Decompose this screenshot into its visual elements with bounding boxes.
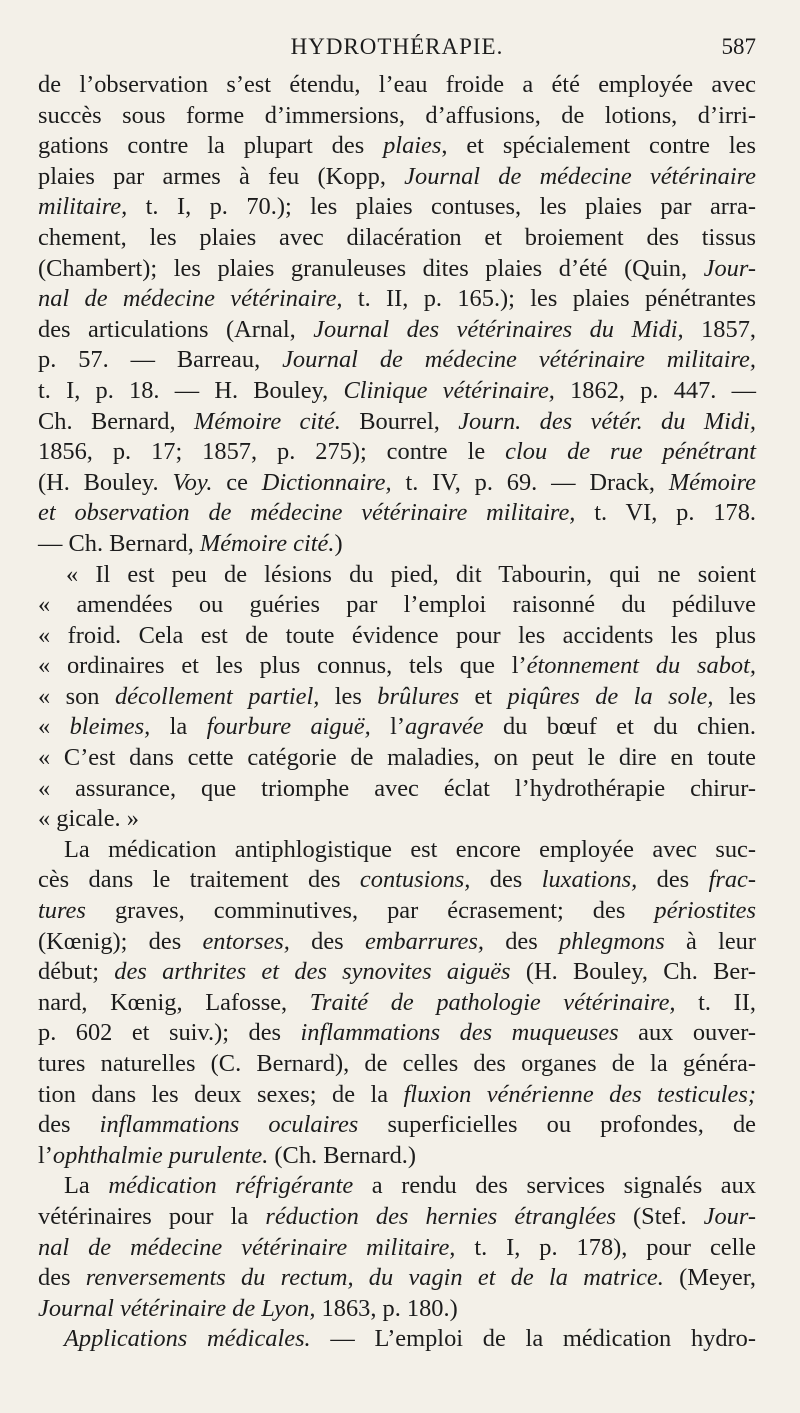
text-line — [38, 1049, 756, 1080]
italic-text: plaies — [383, 132, 442, 160]
italic-text: agravée — [405, 713, 484, 741]
italic-text: Journal vétérinaire de Lyon, — [38, 1294, 316, 1322]
italic-text: médication réfrigérante — [108, 1172, 354, 1200]
italic-text: phlegmons — [559, 927, 665, 955]
text-run: a rendu des services signalés aux — [353, 1172, 757, 1200]
italic-text: inflammations des muqueuses — [300, 1019, 619, 1047]
text-run: début; — [38, 958, 115, 986]
text-run: « gicale. » — [38, 805, 139, 833]
text-run: (H. Bouley. — [38, 468, 173, 496]
text-run: aux ouver- — [618, 1019, 756, 1047]
text-line — [38, 529, 756, 560]
text-line — [38, 1324, 756, 1355]
text-run: (Kœnig); des — [38, 927, 203, 955]
text-run: La médication antiphlogistique est encore employée avec suc- — [64, 835, 756, 863]
text-run: tures naturelles (C. Bernard), de celles des organes de la généra- — [38, 1050, 756, 1077]
text-run: succès sous forme d’immersions, d’affusions, de lotions, d’irri- — [38, 101, 756, 129]
text-run: (Meyer, — [663, 1264, 756, 1292]
text-run: t. II, — [675, 988, 756, 1016]
text-line — [38, 774, 756, 805]
text-line — [38, 284, 756, 315]
text-run: les — [319, 682, 378, 710]
italic-text: Mémoire — [668, 468, 756, 496]
italic-text: Applications médicales. — [64, 1325, 311, 1353]
text-line — [38, 315, 756, 346]
text-run: t. IV, p. 69. — Drack, — [391, 468, 669, 496]
italic-text: Clinique vétérinaire, — [343, 376, 555, 404]
italic-text: clou de rue pénétrant — [505, 438, 756, 466]
text-run: (Chambert); les plaies granuleuses dites plaies d’été (Quin, — [38, 254, 704, 282]
text-run: t. I, p. 70.); les plaies contuses, les plaies par arra- — [127, 193, 756, 221]
text-line — [38, 1294, 756, 1325]
italic-text: Traité de pathologie vétérinaire, — [309, 988, 676, 1016]
italic-text: entorses, — [202, 927, 290, 955]
text-run: — Ch. Bernard, — [38, 529, 200, 557]
text-line — [38, 621, 756, 652]
italic-text: frac- — [708, 866, 756, 894]
text-line — [38, 1018, 756, 1049]
italic-text: et observation de médecine vétérinaire militaire, — [38, 499, 576, 527]
text-run: l’ — [370, 713, 406, 741]
italic-text: Journ. des vétér. du Midi, — [458, 407, 756, 435]
text-line — [38, 192, 756, 223]
text-run: et — [459, 682, 508, 710]
text-line — [38, 223, 756, 254]
italic-text: décollement partiel, — [114, 682, 320, 710]
text-run: « froid. Cela est de toute évidence pour les accidents les plus — [38, 621, 756, 649]
italic-text: luxations, — [541, 866, 638, 894]
text-run: 1863, p. 180.) — [315, 1294, 458, 1322]
text-run: plaies par armes à feu (Kopp, — [38, 162, 405, 190]
text-run: p. 57. — Barreau, — [38, 346, 283, 374]
italic-text: Mémoire cité. — [194, 407, 341, 435]
text-run: des — [483, 927, 560, 955]
text-line — [38, 407, 756, 438]
italic-text: fluxion vénérienne des testicules; — [403, 1080, 756, 1108]
text-line — [38, 162, 756, 193]
text-run: de l’observation s’est étendu, l’eau froide a été employée avec — [38, 71, 756, 98]
italic-text: Voy. — [172, 468, 213, 496]
italic-text: Dictionnaire, — [261, 468, 392, 496]
text-line — [38, 1171, 756, 1202]
text-run: gations contre la plupart des — [38, 132, 384, 160]
italic-text: étonnement du sabot, — [526, 652, 757, 680]
italic-text: Jour- — [703, 1202, 756, 1230]
text-run: « Il est peu de lésions du pied, dit Tabourin, qui ne soient — [66, 560, 756, 588]
text-run: vétérinaires pour la — [38, 1202, 266, 1230]
text-run: nard, Kœnig, Lafosse, — [38, 988, 310, 1016]
text-line — [38, 70, 756, 101]
text-run: graves, comminutives, par écrasement; des — [85, 897, 655, 925]
text-run: « son — [38, 682, 115, 710]
italic-text: contusions, — [359, 866, 471, 894]
text-run: 1856, p. 17; 1857, p. 275); contre le — [38, 438, 506, 466]
body-text — [38, 70, 756, 1355]
text-run: superficielles ou profondes, de — [358, 1111, 756, 1139]
text-line — [38, 988, 756, 1019]
running-head — [38, 28, 756, 70]
text-line — [38, 804, 756, 835]
italic-text: fourbure aiguë, — [206, 713, 371, 741]
text-run: (H. Bouley, Ch. Ber- — [510, 958, 757, 986]
italic-text: tures — [38, 897, 86, 925]
italic-text: bleimes, — [69, 713, 151, 741]
text-line — [38, 957, 756, 988]
text-line — [38, 498, 756, 529]
text-line — [38, 712, 756, 743]
text-line — [38, 682, 756, 713]
text-run: des — [38, 1264, 86, 1292]
text-line — [38, 590, 756, 621]
text-run: la — [150, 713, 207, 741]
italic-text: Mémoire cité. — [199, 529, 335, 557]
italic-text: ophthalmie purulente. — [52, 1141, 269, 1169]
italic-text: réduction des hernies étranglées — [265, 1202, 616, 1230]
text-run: Ch. Bernard, — [38, 407, 194, 435]
italic-text: piqûres de la sole, — [507, 682, 714, 710]
text-run: 1862, p. 447. — — [554, 376, 756, 404]
text-run: 1857, — [683, 315, 756, 343]
italic-text: Journal de médecine vétérinaire militaire, — [282, 346, 756, 374]
text-run: — L’emploi de la médication hydro- — [310, 1325, 757, 1353]
italic-text: inflammations oculaires — [99, 1111, 359, 1139]
italic-text: Journal de médecine vétérinaire — [404, 162, 757, 190]
text-line — [38, 1141, 756, 1172]
text-run: La — [64, 1172, 109, 1200]
italic-text: renversements du rectum, du vagin et de la matrice. — [85, 1264, 664, 1292]
text-line — [38, 835, 756, 866]
text-run: Bourrel, — [340, 407, 459, 435]
text-run: l’ — [38, 1141, 53, 1169]
text-run: (Stef. — [615, 1202, 704, 1230]
text-run: à leur — [664, 927, 756, 955]
text-line — [38, 1263, 756, 1294]
text-line — [38, 254, 756, 285]
text-line — [38, 743, 756, 774]
italic-text: des arthrites et des synovites aiguës — [114, 958, 511, 986]
text-line — [38, 468, 756, 499]
text-run: des articulations (Arnal, — [38, 315, 314, 343]
text-line — [38, 1233, 756, 1264]
italic-text: embarrures, — [364, 927, 484, 955]
text-line — [38, 345, 756, 376]
text-run: t. VI, p. 178. — [575, 499, 756, 527]
page-number: 587 — [721, 34, 756, 59]
text-run: « amendées ou guéries par l’emploi raisonné du pédiluve — [38, 591, 756, 619]
text-run: les — [713, 682, 756, 710]
text-run: des — [470, 866, 542, 894]
text-line — [38, 927, 756, 958]
italic-text: périostites — [654, 897, 756, 925]
text-line — [38, 865, 756, 896]
text-line — [38, 1080, 756, 1111]
text-run: « — [38, 713, 70, 741]
text-run: cès dans le traitement des — [38, 866, 360, 894]
text-run: ce — [212, 468, 262, 496]
text-line — [38, 1202, 756, 1233]
text-run: (Ch. Bernard.) — [268, 1141, 416, 1169]
text-run: « assurance, que triomphe avec éclat l’hydrothérapie chirur- — [38, 774, 756, 802]
text-run: , et spécialement contre les — [441, 132, 756, 160]
text-line — [38, 437, 756, 468]
running-head-title: HYDROTHÉRAPIE. — [290, 34, 504, 59]
text-line — [38, 651, 756, 682]
text-run: « ordinaires et les plus connus, tels que l’ — [38, 652, 527, 680]
text-line — [38, 131, 756, 162]
text-run: des — [38, 1111, 100, 1139]
italic-text: nal de médecine vétérinaire, — [38, 285, 343, 313]
text-run: du bœuf et du chien. — [483, 713, 756, 741]
text-run: « C’est dans cette catégorie de maladies, on peut le dire en toute — [38, 744, 756, 772]
text-line — [38, 101, 756, 132]
text-line — [38, 376, 756, 407]
italic-text: brûlures — [377, 682, 460, 710]
text-run: t. II, p. 165.); les plaies pénétrantes — [342, 285, 757, 313]
text-run: t. I, p. 178), pour celle — [455, 1233, 756, 1261]
text-line — [38, 896, 756, 927]
italic-text: militaire, — [38, 193, 128, 221]
text-run: des — [637, 866, 709, 894]
italic-text: Journal des vétérinaires du Midi, — [313, 315, 684, 343]
text-run: p. 602 et suiv.); des — [38, 1019, 301, 1047]
text-run: tion dans les deux sexes; de la — [38, 1080, 404, 1108]
italic-text: Jour- — [703, 254, 756, 282]
text-run: t. I, p. 18. — H. Bouley, — [38, 376, 344, 404]
text-run: ) — [334, 529, 343, 557]
text-line — [38, 1110, 756, 1141]
italic-text: nal de médecine vétérinaire militaire, — [38, 1233, 456, 1261]
text-run: des — [289, 927, 365, 955]
text-run: chement, les plaies avec dilacération et broiement des tissus — [38, 223, 756, 251]
text-line — [38, 560, 756, 591]
